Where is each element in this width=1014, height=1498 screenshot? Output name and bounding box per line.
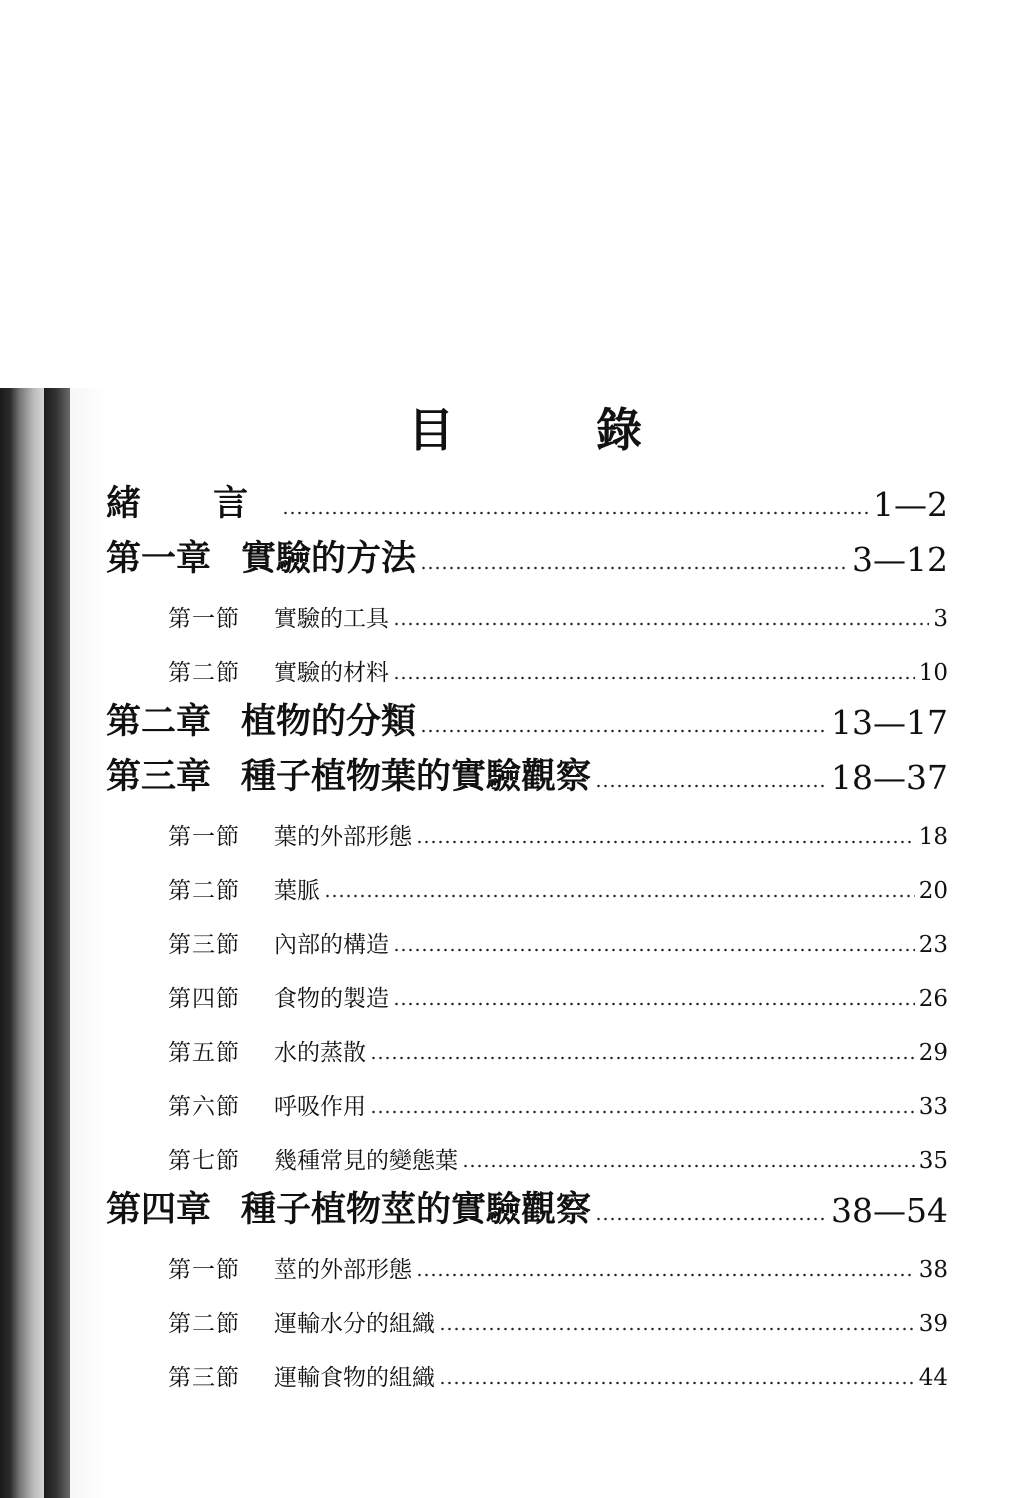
dot-leader	[393, 622, 929, 626]
dot-leader	[439, 1381, 915, 1385]
toc-entry-title: 葉脈	[274, 878, 320, 905]
page-title	[0, 395, 1014, 465]
toc-entry-section[interactable]	[106, 906, 948, 960]
toc-entry-label: 第一節	[168, 824, 240, 851]
toc-entry-label: 第三節	[168, 932, 240, 959]
page-title-left-char: 目	[408, 403, 454, 457]
toc-entry-section[interactable]	[106, 580, 948, 634]
dot-leader	[393, 676, 915, 680]
toc-entry-title: 葉的外部形態	[274, 824, 412, 851]
toc-entry-label: 第二節	[168, 1311, 240, 1338]
dot-leader	[370, 1056, 915, 1060]
toc-entry-title: 實驗的材料	[274, 660, 389, 687]
toc-entry-pages: 18	[918, 824, 948, 851]
toc-entry-section[interactable]	[106, 634, 948, 688]
toc-entry-label: 第一章	[106, 539, 212, 579]
toc-entry-label: 第二章	[106, 702, 212, 742]
dot-leader	[595, 784, 827, 788]
toc-entry-title: 內部的構造	[274, 932, 389, 959]
dot-leader	[324, 894, 915, 898]
toc-entry-title: 種子植物葉的實驗觀察	[241, 757, 592, 797]
toc-entry-section[interactable]	[106, 1068, 948, 1122]
dot-leader	[420, 729, 827, 733]
toc-entry-title: 水的蒸散	[274, 1040, 366, 1067]
toc-entry-pages: 35	[918, 1148, 948, 1175]
toc-entry-section[interactable]	[106, 1014, 948, 1068]
dot-leader	[416, 1273, 915, 1277]
toc-entry-chapter-3[interactable]	[106, 743, 948, 798]
toc-entry-label: 第五節	[168, 1040, 240, 1067]
toc-entry-pages: 1—2	[873, 485, 948, 525]
dot-leader	[282, 511, 869, 515]
dot-leader	[416, 840, 915, 844]
toc-entry-pages: 18—37	[831, 758, 948, 798]
toc-entry-pages: 39	[918, 1311, 948, 1338]
toc-entry-label: 第二節	[168, 878, 240, 905]
toc-entry-title: 幾種常見的變態葉	[274, 1148, 458, 1175]
toc-entry-section[interactable]	[106, 1339, 948, 1393]
toc-entry-section[interactable]	[106, 960, 948, 1014]
dot-leader	[393, 1002, 915, 1006]
toc-entry-pages: 29	[918, 1040, 948, 1067]
toc-entry-section[interactable]	[106, 798, 948, 852]
toc-entry-title: 呼吸作用	[274, 1094, 366, 1121]
toc-entry-title: 莖的外部形態	[274, 1257, 412, 1284]
page-title-right-char: 錄	[596, 403, 642, 457]
table-of-contents	[106, 470, 948, 1393]
toc-entry-label: 第二節	[168, 660, 240, 687]
dot-leader	[439, 1327, 915, 1331]
toc-entry-pages: 23	[918, 932, 948, 959]
toc-entry-pages: 44	[918, 1365, 948, 1392]
toc-entry-pages: 33	[918, 1094, 948, 1121]
toc-entry-label: 第六節	[168, 1094, 240, 1121]
toc-entry-label: 第三章	[106, 757, 212, 797]
toc-entry-label: 緒 言	[106, 484, 279, 524]
toc-entry-chapter-4[interactable]	[106, 1176, 948, 1231]
toc-entry-title: 實驗的方法	[241, 539, 417, 579]
toc-entry-title: 種子植物莖的實驗觀察	[241, 1190, 592, 1230]
toc-entry-label: 第一節	[168, 606, 240, 633]
toc-entry-label: 第四章	[106, 1190, 212, 1230]
dot-leader	[420, 566, 848, 570]
toc-entry-pages: 26	[918, 986, 948, 1013]
toc-entry-pages: 20	[918, 878, 948, 905]
toc-entry-title: 運輸水分的組織	[274, 1311, 435, 1338]
dot-leader	[370, 1110, 915, 1114]
toc-entry-pages: 3	[933, 606, 948, 633]
book-binding-shadow	[44, 388, 70, 1498]
toc-entry-label: 第一節	[168, 1257, 240, 1284]
toc-entry-title: 食物的製造	[274, 986, 389, 1013]
toc-entry-section[interactable]	[106, 852, 948, 906]
toc-entry-title: 運輸食物的組織	[274, 1365, 435, 1392]
toc-entry-pages: 13—17	[831, 703, 948, 743]
dot-leader	[462, 1164, 915, 1168]
toc-entry-label: 第七節	[168, 1148, 240, 1175]
toc-entry-label: 第三節	[168, 1365, 240, 1392]
toc-entry-chapter-2[interactable]	[106, 688, 948, 743]
toc-entry-pages: 38—54	[831, 1191, 948, 1231]
toc-entry-introduction[interactable]	[106, 470, 948, 525]
dot-leader	[595, 1217, 827, 1221]
toc-entry-section[interactable]	[106, 1285, 948, 1339]
toc-entry-chapter-1[interactable]	[106, 525, 948, 580]
dot-leader	[393, 948, 915, 952]
toc-entry-pages: 38	[918, 1257, 948, 1284]
toc-entry-section[interactable]	[106, 1122, 948, 1176]
toc-entry-section[interactable]	[106, 1231, 948, 1285]
toc-entry-pages: 10	[918, 660, 948, 687]
toc-entry-title: 植物的分類	[241, 702, 417, 742]
toc-entry-label: 第四節	[168, 986, 240, 1013]
toc-entry-pages: 3—12	[852, 540, 948, 580]
toc-entry-title: 實驗的工具	[274, 606, 389, 633]
